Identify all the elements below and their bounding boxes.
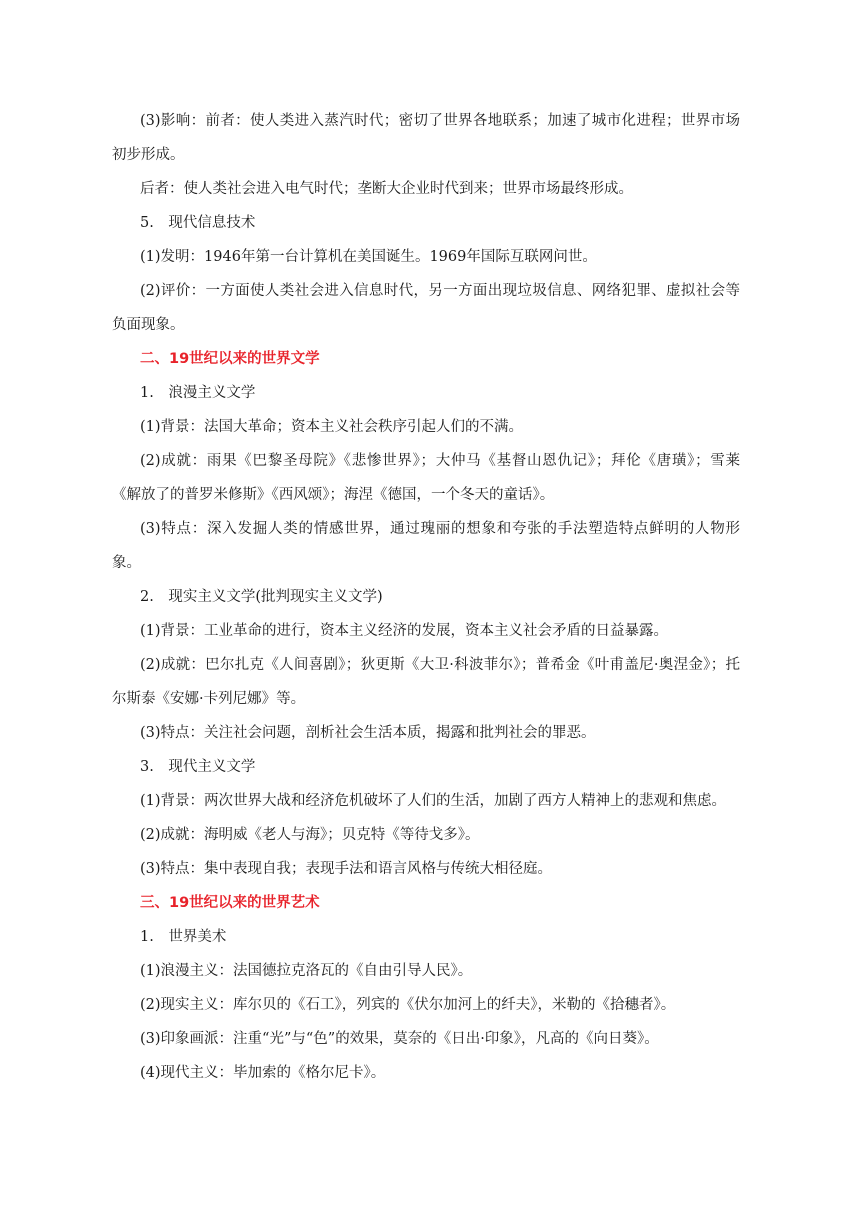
paragraph-art-romanticism: (1)浪漫主义：法国德拉克洛瓦的《自由引导人民》。 — [140, 963, 473, 979]
paragraph-modernism-background: (1)背景：两次世界大战和经济危机破坏了人们的生活，加剧了西方人精神上的悲观和焦虑。 — [140, 793, 727, 809]
section-heading-art: 三、19世纪以来的世界艺术 — [140, 895, 320, 911]
subheading-fine-arts: 1. 世界美术 — [140, 929, 227, 945]
paragraph-romanticism-achievements: (2)成就：雨果《巴黎圣母院》《悲惨世界》；大仲马《基督山恩仇记》；拜伦《唐璜》；雪莱《解放了的普罗米修斯》《西风颂》；海涅《德国，一个冬天的童话》。 — [112, 453, 740, 503]
paragraph-romanticism-background: (1)背景：法国大革命；资本主义社会秩序引起人们的不满。 — [140, 419, 524, 435]
paragraph-realism-background: (1)背景：工业革命的进行，资本主义经济的发展，资本主义社会矛盾的日益暴露。 — [140, 623, 669, 639]
document-page — [112, 104, 740, 1090]
paragraph-realism-achievements: (2)成就：巴尔扎克《人间喜剧》；狄更斯《大卫·科波菲尔》；普希金《叶甫盖尼·奥涅金》；托尔斯泰《安娜·卡列尼娜》等。 — [112, 657, 740, 707]
paragraph-modernism-features: (3)特点：集中表现自我；表现手法和语言风格与传统大相径庭。 — [140, 861, 553, 877]
paragraph-invention: (1)发明：1946年第一台计算机在美国诞生。1969年国际互联网问世。 — [140, 249, 597, 265]
paragraph-art-modernism: (4)现代主义：毕加索的《格尔尼卡》。 — [140, 1065, 386, 1081]
subheading-info-tech: 5. 现代信息技术 — [140, 215, 256, 231]
subheading-realism-lit: 2. 现实主义文学(批判现实主义文学) — [140, 589, 383, 605]
paragraph-modernism-achievements: (2)成就：海明威《老人与海》；贝克特《等待戈多》。 — [140, 827, 480, 843]
subheading-romanticism-lit: 1. 浪漫主义文学 — [140, 385, 256, 401]
section-heading-literature: 二、19世纪以来的世界文学 — [140, 351, 320, 367]
subheading-modernism-lit: 3. 现代主义文学 — [140, 759, 256, 775]
paragraph-art-impressionism: (3)印象画派：注重“光”与“色”的效果，莫奈的《日出·印象》，凡高的《向日葵》。 — [140, 1031, 659, 1047]
paragraph-realism-features: (3)特点：关注社会问题，剖析社会生活本质，揭露和批判社会的罪恶。 — [140, 725, 596, 741]
paragraph-romanticism-features: (3)特点：深入发掘人类的情感世界，通过瑰丽的想象和夸张的手法塑造特点鲜明的人物形象。 — [112, 521, 740, 571]
paragraph-impact: (3)影响：前者：使人类进入蒸汽时代；密切了世界各地联系；加速了城市化进程；世界市场初步形成。 — [112, 113, 740, 163]
paragraph-impact-latter: 后者：使人类社会进入电气时代；垄断大企业时代到来；世界市场最终形成。 — [140, 181, 633, 197]
paragraph-evaluation: (2)评价：一方面使人类社会进入信息时代，另一方面出现垃圾信息、网络犯罪、虚拟社会等负面现象。 — [112, 283, 740, 333]
paragraph-art-realism: (2)现实主义：库尔贝的《石工》，列宾的《伏尔加河上的纤夫》，米勒的《拾穗者》。 — [140, 997, 676, 1013]
